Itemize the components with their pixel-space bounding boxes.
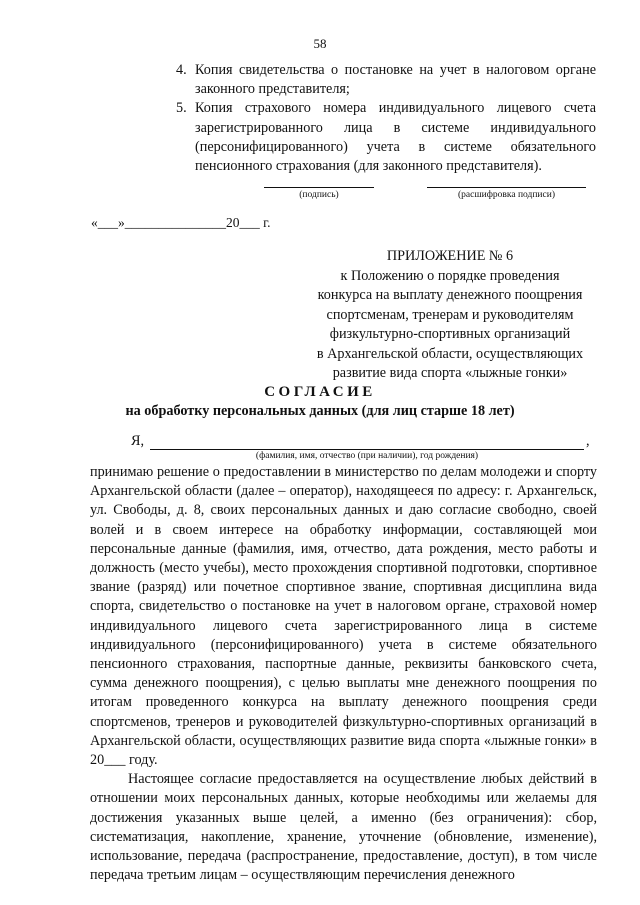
appendix-line: конкурса на выплату денежного поощрения — [317, 287, 583, 303]
appendix-line: спортсменам, тренерам и руководителям — [326, 306, 574, 323]
document-list — [176, 61, 596, 176]
consent-paragraph: принимаю решение о предоставлении в министерство по делам молодежи и спорту Архангельской области (далее – оператор), находящееся по адресу: г. Архангельск, ул. Свободы, д. 8, своих персональных данных и даю согласие свободно, своей волей и в своем интересе на обработку информации, составляющей мои персональные данные (фамилия, имя, отчество, дата рождения, место работы и должность (место учебы), место прохождения спортивной подготовки, спортивное звание (разряд) или почетное спортивное звание, спортивная дисциплина вида спорта, свидетельство о постановке на учет в налоговом органе, страховой номер индивидуального лицевого счета зарегистрированного лица в системе индивидуального (персонифицированного) учета в системе обязательного пенсионного страхования, паспортные данные, реквизиты банковского счета, сумма денежного поощрения), с целью выплаты мне денежного поощрения по итогам проведенного конкурса на выплату денежного поощрения среди спортсменов, тренеров и руководителей физкультурно-спортивных организаций в Архангельской области, осуществляющих развитие вида спорта «лыжные гонки» в 20___ году. — [90, 464, 597, 769]
list-item — [176, 99, 596, 176]
date-line: «___»_______________20___ г. — [91, 215, 271, 230]
list-item-text: Копия свидетельства о постановке на учет в налоговом органе законного представителя; — [195, 62, 596, 98]
ya-label: Я, — [131, 433, 145, 449]
appendix-block — [300, 247, 600, 384]
consent-paragraph: Настоящее согласие предоставляется на осуществление любых действий в отношении моих персональных данных, которые необходимы или желаемы для достижения указанных выше целей, а именно (без ограничения): сбор, систематизация, накопление, хранение, уточнение (обновление, изменение), использование, передача (распространение, предоставление, доступ), в том числе передача третьим лицам – осуществляющим перечисления денежного — [90, 771, 597, 884]
signature-decoding-line — [427, 187, 586, 188]
signature-caption: (подпись) — [299, 190, 339, 200]
list-item-text: Копия страхового номера индивидуального лицевого счета зарегистрированного лица в системе индивидуального (персонифицированного) учета в системе обязательного пенсионного страхования (для законного представителя). — [195, 100, 596, 175]
list-item-number: 5. — [176, 100, 187, 117]
fio-line — [150, 449, 584, 450]
appendix-line: физкультурно-спортивных организаций — [329, 326, 571, 342]
page-number: 58 — [313, 36, 327, 51]
signature-decoding-caption: (расшифровка подписи) — [458, 190, 555, 200]
fio-hint: (фамилия, имя, отчество (при наличии), год рождения) — [255, 451, 479, 461]
consent-body — [90, 463, 597, 885]
list-item — [176, 61, 596, 99]
appendix-line: к Положению о порядке проведения — [340, 267, 560, 284]
fio-comma: , — [586, 433, 590, 449]
appendix-line: в Архангельской области, осуществляющих — [316, 345, 584, 362]
consent-title: СОГЛАСИЕ — [264, 384, 376, 400]
consent-subtitle: на обработку персональных данных (для лиц старше 18 лет) — [125, 403, 515, 419]
list-item-number: 4. — [176, 62, 187, 78]
appendix-line: развитие вида спорта «лыжные гонки» — [332, 365, 568, 381]
appendix-title: ПРИЛОЖЕНИЕ № 6 — [386, 248, 514, 264]
signature-line — [264, 187, 374, 188]
